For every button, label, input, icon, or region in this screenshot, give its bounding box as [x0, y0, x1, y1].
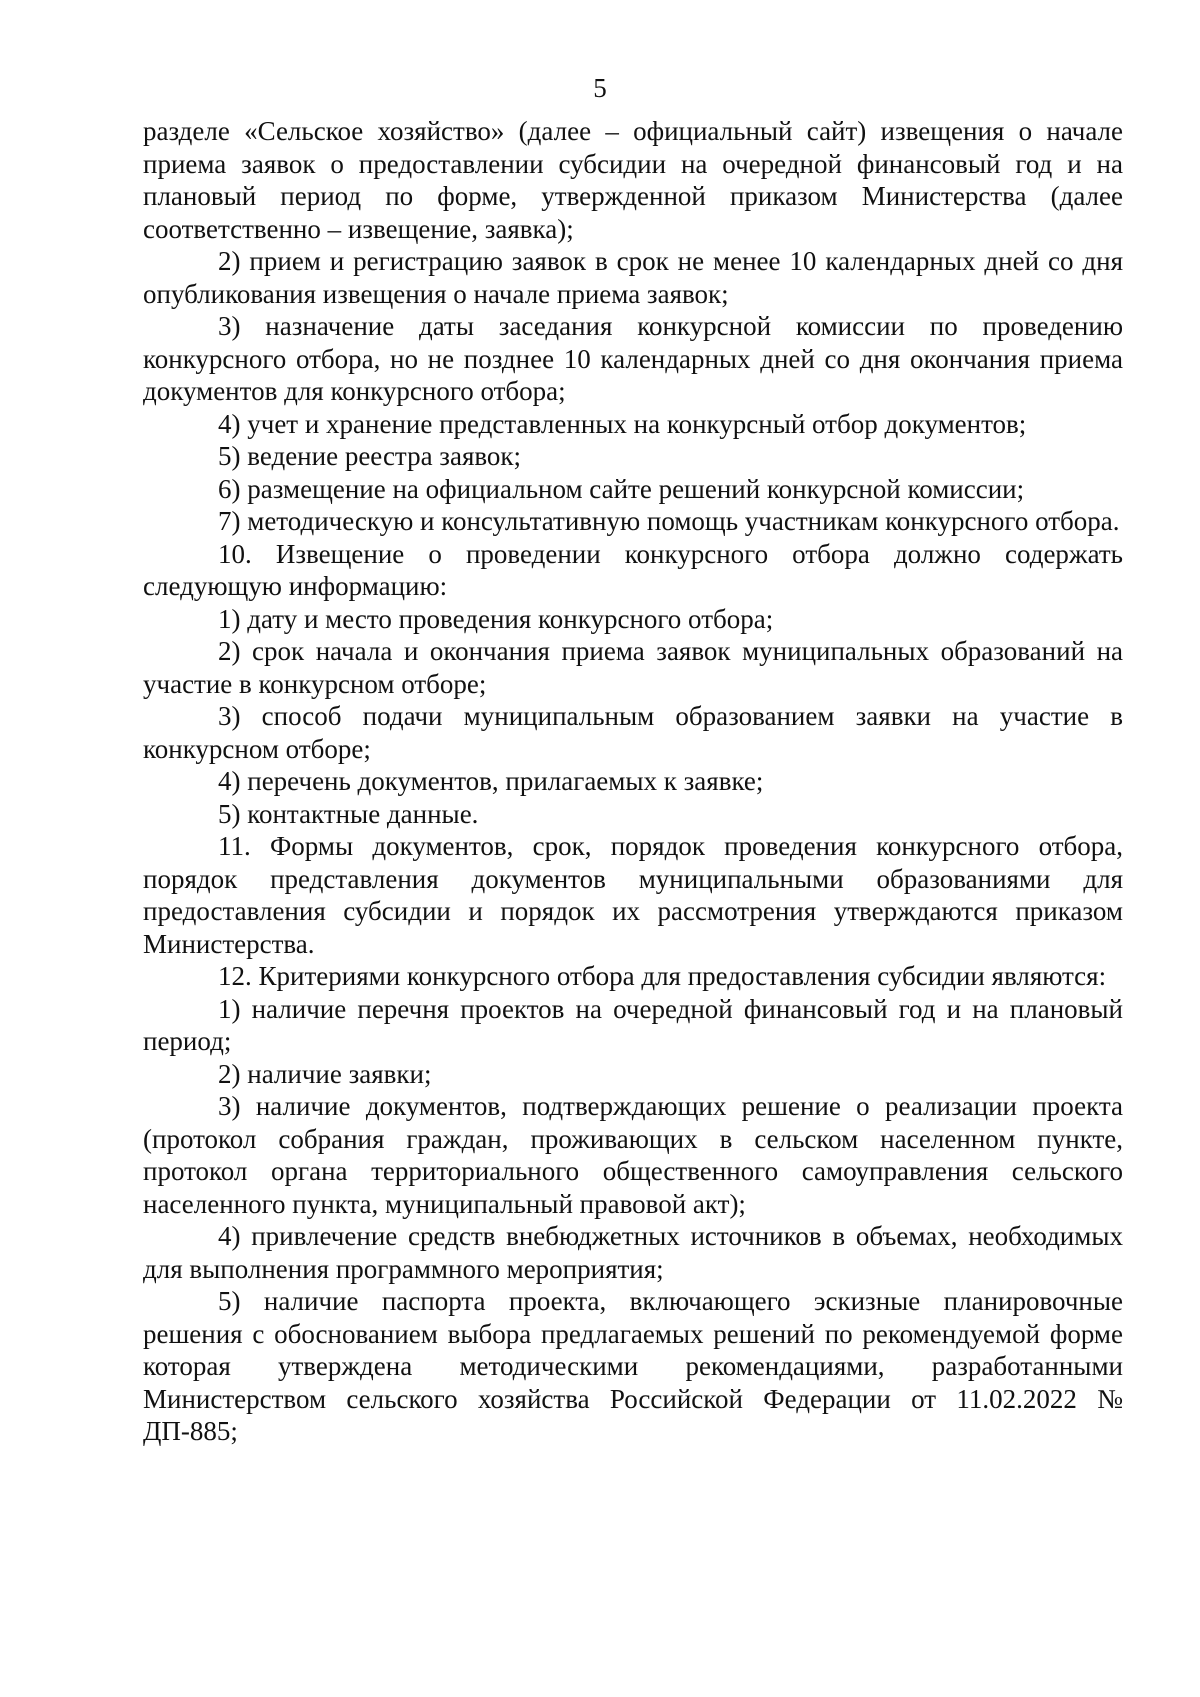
paragraph: 12. Критериями конкурсного отбора для предоставления субсидии являются: — [218, 961, 1107, 991]
paragraph: 5) контактные данные. — [218, 798, 479, 829]
paragraph: 2) наличие заявки; — [218, 1058, 432, 1089]
paragraph: 3) способ подачи муниципальным образованием заявки на участие в конкурсном отборе; — [143, 701, 1123, 764]
paragraph: 1) дату и место проведения конкурсного отбора; — [218, 603, 774, 634]
document-body — [143, 115, 1123, 1448]
paragraph: 11. Формы документов, срок, порядок проведения конкурсного отбора, порядок представления документов муниципальными образованиями для предоставления субсидии и порядок их рассмотрения утверждаются приказом Министерства. — [143, 831, 1123, 959]
page-number: 5 — [593, 73, 607, 103]
paragraph: 2) срок начала и окончания приема заявок муниципальных образований на участие в конкурсном отборе; — [143, 636, 1123, 699]
paragraph: 10. Извещение о проведении конкурсного отбора должно содержать следующую информацию: — [143, 538, 1123, 601]
paragraph: 5) ведение реестра заявок; — [218, 441, 522, 471]
paragraph: 3) назначение даты заседания конкурсной комиссии по проведению конкурсного отбора, но не позднее 10 календарных дней со дня окончания приема документов для конкурсного отбора; — [143, 311, 1123, 406]
paragraph: 4) перечень документов, прилагаемых к заявке; — [218, 766, 764, 796]
paragraph: 5) наличие паспорта проекта, включающего эскизные планировочные решения с обоснованием выбора предлагаемых решений по рекомендуемой форме которая утверждена методическими рекомендациями, разработанными Министерством сельского хозяйства Российской Федерации от 11.02.2022 № ДП-885; — [143, 1286, 1123, 1446]
paragraph: 6) размещение на официальном сайте решений конкурсной комиссии; — [218, 473, 1025, 504]
paragraph: 7) методическую и консультативную помощь участникам конкурсного отбора. — [218, 506, 1120, 536]
paragraph: 3) наличие документов, подтверждающих решение о реализации проекта (протокол собрания граждан, проживающих в сельском населенном пункте, протокол органа территориального общественного самоуправления сельского населенного пункта, муниципальный правовой акт); — [143, 1091, 1123, 1219]
paragraph: разделе «Сельское хозяйство» (далее – официальный сайт) извещения о начале приема заявок о предоставлении субсидии на очередной финансовый год и на плановый период по форме, утвержденной приказом Министерства (далее соответственно – извещение, заявка); — [143, 116, 1123, 244]
paragraph: 4) привлечение средств внебюджетных источников в объемах, необходимых для выполнения программного мероприятия; — [143, 1221, 1123, 1284]
paragraph: 4) учет и хранение представленных на конкурсный отбор документов; — [218, 408, 1027, 439]
paragraph: 2) прием и регистрацию заявок в срок не менее 10 календарных дней со дня опубликования извещения о начале приема заявок; — [143, 246, 1123, 309]
paragraph: 1) наличие перечня проектов на очередной финансовый год и на плановый период; — [143, 993, 1123, 1056]
